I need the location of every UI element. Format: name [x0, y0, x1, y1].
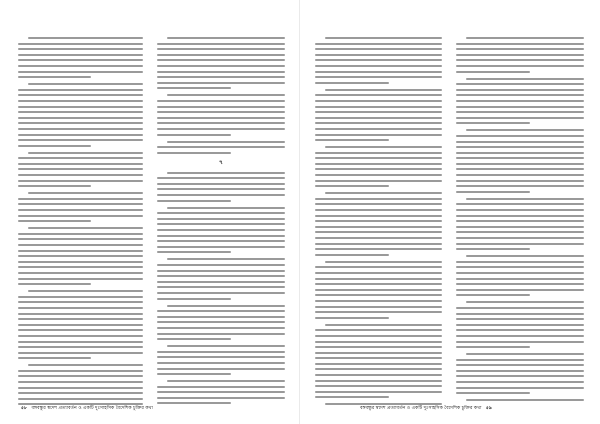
paragraph [315, 37, 442, 84]
paragraph [157, 380, 285, 404]
text-line-placeholder [18, 122, 143, 124]
text-line-placeholder [18, 180, 143, 182]
text-line-placeholder [466, 353, 584, 355]
text-line-placeholder [456, 375, 584, 377]
text-line-placeholder [18, 215, 143, 217]
text-line-placeholder [315, 380, 442, 382]
text-line-placeholder [315, 272, 442, 274]
text-line-placeholder [315, 94, 442, 96]
text-line-placeholder [157, 286, 285, 288]
text-line-placeholder [157, 82, 285, 84]
text-line-placeholder [157, 152, 231, 154]
text-line-placeholder [18, 134, 143, 136]
text-line-placeholder [18, 250, 143, 252]
text-line-placeholder [315, 391, 442, 393]
text-line-placeholder [157, 351, 285, 353]
text-line-placeholder [315, 357, 442, 359]
paragraph [315, 89, 442, 141]
text-line-placeholder [315, 203, 442, 205]
text-line-placeholder [456, 237, 584, 239]
text-line-placeholder [456, 203, 584, 205]
text-line-placeholder [28, 364, 143, 366]
text-line-placeholder [18, 238, 143, 240]
text-line-placeholder [456, 248, 530, 250]
text-line-placeholder [315, 248, 442, 250]
text-line-placeholder [456, 111, 584, 113]
text-line-placeholder [18, 307, 143, 309]
text-line-placeholder [157, 48, 285, 50]
text-line-placeholder [315, 237, 442, 239]
text-line-placeholder [157, 251, 231, 253]
text-line-placeholder [18, 65, 143, 67]
text-line-placeholder [315, 128, 442, 130]
page-number: ৫৯ [485, 406, 492, 411]
paragraph [157, 345, 285, 375]
text-line-placeholder [157, 200, 231, 202]
text-line-placeholder [157, 275, 285, 277]
paragraph [157, 94, 285, 135]
text-line-placeholder [315, 311, 442, 313]
paragraph [18, 37, 143, 78]
paragraph [18, 192, 143, 222]
text-line-placeholder [167, 141, 285, 143]
text-line-placeholder [456, 135, 584, 137]
text-line-placeholder [157, 177, 285, 179]
text-line-placeholder [315, 76, 442, 78]
text-line-placeholder [18, 296, 143, 298]
text-line-placeholder [18, 71, 143, 73]
text-line-placeholder [18, 209, 143, 211]
paragraph [157, 141, 285, 154]
text-line-placeholder [456, 346, 530, 348]
text-line-placeholder [456, 381, 584, 383]
text-line-placeholder [315, 374, 442, 376]
text-line-placeholder [157, 397, 285, 399]
text-line-placeholder [456, 94, 584, 96]
text-line-placeholder [28, 192, 143, 194]
text-line-placeholder [456, 220, 584, 222]
text-line-placeholder [18, 266, 143, 268]
text-line-placeholder [18, 261, 143, 263]
text-line-placeholder [18, 139, 143, 141]
text-line-placeholder [18, 76, 91, 78]
text-line-placeholder [157, 298, 231, 300]
text-line-placeholder [456, 307, 584, 309]
text-line-placeholder [456, 89, 584, 91]
text-line-placeholder [157, 321, 285, 323]
paragraph [315, 324, 442, 399]
text-line-placeholder [315, 266, 442, 268]
text-line-placeholder [456, 261, 584, 263]
text-line-placeholder [18, 403, 143, 405]
text-line-placeholder [456, 289, 584, 291]
text-line-placeholder [456, 243, 584, 245]
text-line-placeholder [456, 106, 584, 108]
text-line-placeholder [315, 396, 389, 398]
text-line-placeholder [315, 54, 442, 56]
text-line-placeholder [315, 254, 389, 256]
text-line-placeholder [157, 235, 285, 237]
text-line-placeholder [18, 89, 143, 91]
text-line-placeholder [315, 106, 442, 108]
text-line-placeholder [157, 368, 285, 370]
text-line-placeholder [325, 146, 442, 148]
text-line-placeholder [315, 198, 442, 200]
text-line-placeholder [167, 258, 285, 260]
text-line-placeholder [18, 346, 143, 348]
paragraph [157, 37, 285, 89]
text-line-placeholder [18, 106, 143, 108]
left-page-footer [18, 406, 153, 412]
text-line-placeholder [18, 145, 91, 147]
text-line-placeholder [167, 380, 285, 382]
text-line-placeholder [18, 59, 143, 61]
text-line-placeholder [456, 146, 584, 148]
text-line-placeholder [315, 152, 442, 154]
text-line-placeholder [315, 157, 442, 159]
text-line-placeholder [456, 157, 584, 159]
running-footer: বঙ্গবন্ধুর স্বদেশ প্রত্যাবর্তন ও একটি দুঃসাহসিক বৈদেশিক চুক্তির কথা [31, 406, 153, 411]
text-line-placeholder [157, 76, 285, 78]
text-line-placeholder [325, 192, 442, 194]
text-line-placeholder [18, 387, 143, 389]
text-line-placeholder [28, 37, 143, 39]
text-line-placeholder [456, 48, 584, 50]
text-line-placeholder [18, 255, 143, 257]
text-line-placeholder [157, 327, 285, 329]
text-line-placeholder [18, 283, 91, 285]
text-line-placeholder [315, 43, 442, 45]
text-line-placeholder [18, 398, 143, 400]
paragraph [456, 198, 584, 250]
text-line-placeholder [167, 172, 285, 174]
text-line-placeholder [18, 301, 143, 303]
text-line-placeholder [315, 294, 442, 296]
text-line-placeholder [325, 403, 442, 405]
text-line-placeholder [18, 370, 143, 372]
text-line-placeholder [167, 37, 285, 39]
text-line-placeholder [157, 246, 285, 248]
text-line-placeholder [315, 185, 389, 187]
text-line-placeholder [315, 180, 442, 182]
paragraph [157, 207, 285, 254]
text-line-placeholder [315, 139, 389, 141]
text-line-placeholder [456, 231, 584, 233]
text-line-placeholder [456, 226, 584, 228]
text-line-placeholder [157, 270, 285, 272]
text-line-placeholder [18, 117, 143, 119]
text-line-placeholder [18, 203, 143, 205]
paragraph [315, 403, 442, 405]
text-line-placeholder [18, 163, 143, 165]
text-line-placeholder [456, 180, 584, 182]
text-line-placeholder [315, 289, 442, 291]
text-line-placeholder [157, 100, 285, 102]
text-line-placeholder [157, 54, 285, 56]
text-line-placeholder [466, 301, 584, 303]
text-line-placeholder [456, 191, 530, 193]
paragraph [456, 255, 584, 296]
text-line-placeholder [315, 168, 442, 170]
paragraph [18, 152, 143, 188]
page-number: ৫৮ [21, 406, 27, 411]
text-line-placeholder [28, 227, 143, 229]
text-line-placeholder [157, 65, 285, 67]
text-line-placeholder [456, 370, 584, 372]
text-line-placeholder [456, 266, 584, 268]
text-line-placeholder [456, 359, 584, 361]
text-line-placeholder [157, 194, 285, 196]
text-line-placeholder [18, 244, 143, 246]
text-line-placeholder [466, 255, 584, 257]
text-line-placeholder [28, 290, 143, 292]
text-line-placeholder [456, 83, 584, 85]
text-line-placeholder [18, 324, 143, 326]
text-line-placeholder [315, 220, 442, 222]
text-line-placeholder [315, 134, 442, 136]
text-line-placeholder [157, 212, 285, 214]
paragraph [456, 301, 584, 348]
text-line-placeholder [18, 329, 143, 331]
text-line-placeholder [456, 209, 584, 211]
text-line-placeholder [18, 198, 143, 200]
text-line-placeholder [466, 37, 584, 39]
text-line-placeholder [157, 362, 285, 364]
text-line-placeholder [18, 100, 143, 102]
text-line-placeholder [456, 313, 584, 315]
text-line-placeholder [315, 341, 442, 343]
paragraph [157, 172, 285, 202]
text-line-placeholder [157, 292, 285, 294]
text-line-placeholder [18, 43, 143, 45]
right-page [300, 0, 600, 424]
text-line-placeholder [456, 174, 584, 176]
text-line-placeholder [157, 122, 285, 124]
text-line-placeholder [466, 399, 584, 401]
paragraph [18, 83, 143, 147]
text-line-placeholder [315, 111, 442, 113]
text-line-placeholder [325, 89, 442, 91]
text-line-placeholder [157, 386, 285, 388]
text-line-placeholder [167, 345, 285, 347]
text-line-placeholder [157, 146, 285, 148]
text-line-placeholder [18, 272, 143, 274]
text-line-placeholder [157, 356, 285, 358]
text-line-placeholder [315, 226, 442, 228]
text-line-placeholder [315, 231, 442, 233]
text-line-placeholder [157, 264, 285, 266]
text-line-placeholder [315, 209, 442, 211]
text-line-placeholder [18, 128, 143, 130]
text-line-placeholder [18, 94, 143, 96]
text-line-placeholder [315, 278, 442, 280]
text-line-placeholder [466, 129, 584, 131]
text-line-placeholder [456, 141, 584, 143]
text-line-placeholder [157, 373, 231, 375]
text-line-placeholder [456, 335, 584, 337]
text-line-placeholder [456, 117, 584, 119]
text-line-placeholder [456, 341, 584, 343]
right-page-column-2 [456, 37, 584, 405]
text-line-placeholder [157, 316, 285, 318]
text-line-placeholder [18, 54, 143, 56]
paragraph [456, 399, 584, 405]
text-line-placeholder [315, 283, 442, 285]
text-line-placeholder [315, 100, 442, 102]
paragraph [18, 364, 143, 405]
text-line-placeholder [157, 117, 285, 119]
text-line-placeholder [456, 100, 584, 102]
paragraph [18, 290, 143, 359]
paragraph [456, 353, 584, 394]
running-footer: বঙ্গবন্ধুর স্বদেশ প্রত্যাবর্তন ও একটি দুঃসাহসিক বৈদেশিক চুক্তির কথা [360, 406, 482, 411]
text-line-placeholder [456, 65, 584, 67]
paragraph [315, 146, 442, 187]
text-line-placeholder [315, 117, 442, 119]
text-line-placeholder [315, 82, 389, 84]
paragraph [456, 78, 584, 125]
text-line-placeholder [157, 218, 285, 220]
text-line-placeholder [315, 174, 442, 176]
text-line-placeholder [456, 272, 584, 274]
text-line-placeholder [456, 392, 530, 394]
text-line-placeholder [157, 240, 285, 242]
text-line-placeholder [456, 215, 584, 217]
right-page-column-1 [315, 37, 442, 405]
text-line-placeholder [315, 71, 442, 73]
text-line-placeholder [157, 188, 285, 190]
text-line-placeholder [157, 183, 285, 185]
text-line-placeholder [456, 122, 530, 124]
text-line-placeholder [157, 223, 285, 225]
text-line-placeholder [18, 48, 143, 50]
paragraph [157, 305, 285, 341]
text-line-placeholder [315, 243, 442, 245]
left-page-column-1 [18, 37, 143, 405]
text-line-placeholder [315, 163, 442, 165]
text-line-placeholder [456, 43, 584, 45]
section-marker: ৭ [219, 158, 223, 166]
text-line-placeholder [456, 185, 584, 187]
text-line-placeholder [456, 168, 584, 170]
text-line-placeholder [325, 261, 442, 263]
text-line-placeholder [167, 94, 285, 96]
text-line-placeholder [466, 198, 584, 200]
text-line-placeholder [18, 220, 91, 222]
left-page-column-2 [157, 37, 285, 405]
text-line-placeholder [157, 71, 285, 73]
text-line-placeholder [456, 278, 584, 280]
text-line-placeholder [157, 87, 231, 89]
text-line-placeholder [456, 71, 530, 73]
text-line-placeholder [18, 233, 143, 235]
text-line-placeholder [157, 128, 285, 130]
text-line-placeholder [315, 335, 442, 337]
text-line-placeholder [18, 335, 143, 337]
paragraph [456, 37, 584, 73]
text-line-placeholder [18, 313, 143, 315]
text-line-placeholder [157, 134, 231, 136]
text-line-placeholder [18, 185, 91, 187]
text-line-placeholder [315, 300, 442, 302]
text-line-placeholder [157, 106, 285, 108]
text-line-placeholder [456, 283, 584, 285]
paragraph [315, 261, 442, 319]
text-line-placeholder [456, 364, 584, 366]
text-line-placeholder [18, 318, 143, 320]
text-line-placeholder [315, 329, 442, 331]
text-line-placeholder [18, 168, 143, 170]
text-line-placeholder [157, 43, 285, 45]
text-line-placeholder [18, 375, 143, 377]
text-line-placeholder [18, 357, 91, 359]
text-line-placeholder [157, 391, 285, 393]
text-line-placeholder [325, 324, 442, 326]
text-line-placeholder [157, 111, 285, 113]
text-line-placeholder [18, 278, 143, 280]
text-line-placeholder [167, 305, 285, 307]
text-line-placeholder [18, 341, 143, 343]
text-line-placeholder [315, 215, 442, 217]
text-line-placeholder [315, 122, 442, 124]
text-line-placeholder [167, 207, 285, 209]
text-line-placeholder [456, 294, 530, 296]
text-line-placeholder [18, 111, 143, 113]
right-page-footer [360, 406, 495, 412]
text-line-placeholder [456, 329, 584, 331]
paragraph [18, 227, 143, 285]
text-line-placeholder [466, 78, 584, 80]
paragraph [315, 192, 442, 256]
text-line-placeholder [18, 392, 143, 394]
text-line-placeholder [315, 317, 389, 319]
text-line-placeholder [157, 59, 285, 61]
paragraph [157, 258, 285, 299]
text-line-placeholder [157, 310, 285, 312]
text-line-placeholder [456, 54, 584, 56]
text-line-placeholder [315, 346, 442, 348]
text-line-placeholder [157, 229, 285, 231]
text-line-placeholder [18, 352, 143, 354]
text-line-placeholder [315, 306, 442, 308]
paragraph [456, 129, 584, 193]
text-line-placeholder [157, 402, 231, 404]
text-line-placeholder [315, 48, 442, 50]
text-line-placeholder [18, 157, 143, 159]
text-line-placeholder [325, 37, 442, 39]
text-line-placeholder [28, 152, 143, 154]
text-line-placeholder [28, 83, 143, 85]
text-line-placeholder [456, 152, 584, 154]
text-line-placeholder [157, 333, 285, 335]
text-line-placeholder [315, 65, 442, 67]
text-line-placeholder [157, 338, 231, 340]
text-line-placeholder [456, 59, 584, 61]
text-line-placeholder [18, 174, 143, 176]
text-line-placeholder [18, 381, 143, 383]
text-line-placeholder [315, 385, 442, 387]
text-line-placeholder [315, 59, 442, 61]
text-line-placeholder [456, 324, 584, 326]
text-line-placeholder [315, 352, 442, 354]
text-line-placeholder [157, 281, 285, 283]
text-line-placeholder [315, 368, 442, 370]
text-line-placeholder [456, 318, 584, 320]
text-line-placeholder [456, 387, 584, 389]
text-line-placeholder [456, 163, 584, 165]
text-line-placeholder [315, 363, 442, 365]
